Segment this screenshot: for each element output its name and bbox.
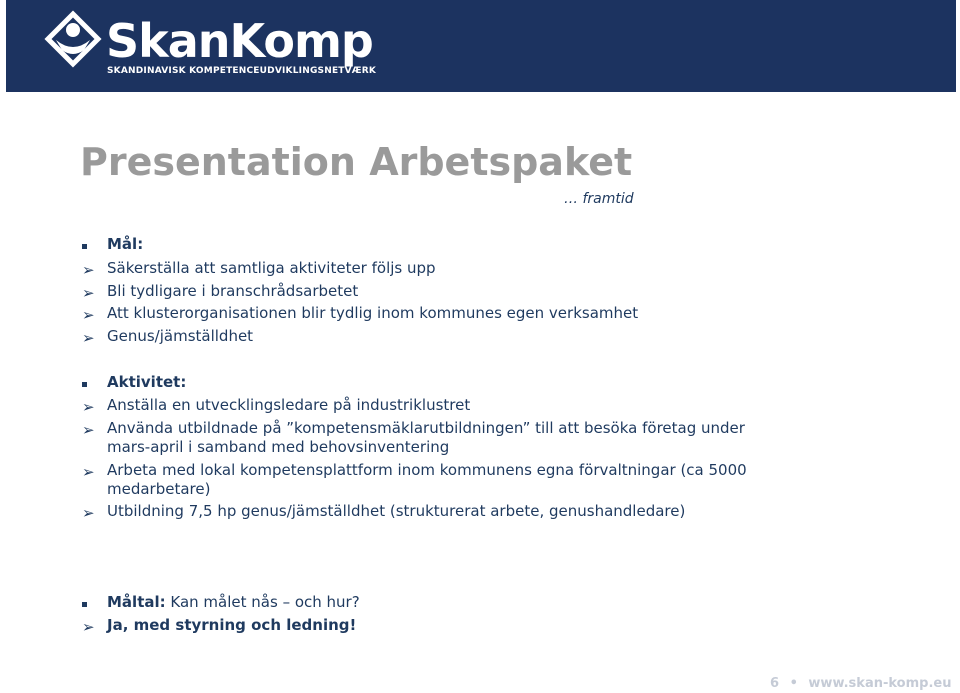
arrow-bullet-icon: ➢ (82, 398, 95, 416)
arrow-bullet-icon: ➢ (82, 284, 95, 302)
header-banner (6, 0, 956, 92)
arrow-bullet-icon: ➢ (82, 463, 95, 481)
maltal-text: Kan målet nås – och hur? (165, 593, 360, 611)
arrow-bullet-icon: ➢ (82, 261, 95, 279)
arrow-bullet-icon: ➢ (82, 618, 95, 636)
square-bullet-icon (82, 244, 87, 249)
slide-title: Presentation Arbetspaket (80, 140, 633, 184)
maltal-label: Måltal: (107, 593, 166, 611)
arrow-bullet-icon: ➢ (82, 329, 95, 347)
footer (770, 676, 951, 691)
square-bullet-icon (82, 382, 87, 387)
slide-subtitle: … framtid (564, 191, 634, 207)
page-number: 6 (770, 676, 780, 691)
arrow-bullet-icon: ➢ (82, 504, 95, 522)
arrow-bullet-icon: ➢ (82, 306, 95, 324)
logo-tagline: SKANDINAVISK KOMPETENCEUDVIKLINGSNETVÆRK (107, 66, 377, 76)
arrow-bullet-icon: ➢ (82, 421, 95, 439)
skankomp-logo-icon (44, 10, 102, 76)
logo-wordmark: SkanKomp (106, 14, 373, 68)
footer-separator: • (789, 676, 798, 691)
footer-url[interactable]: www.skan-komp.eu (808, 676, 952, 691)
square-bullet-icon (82, 602, 87, 607)
